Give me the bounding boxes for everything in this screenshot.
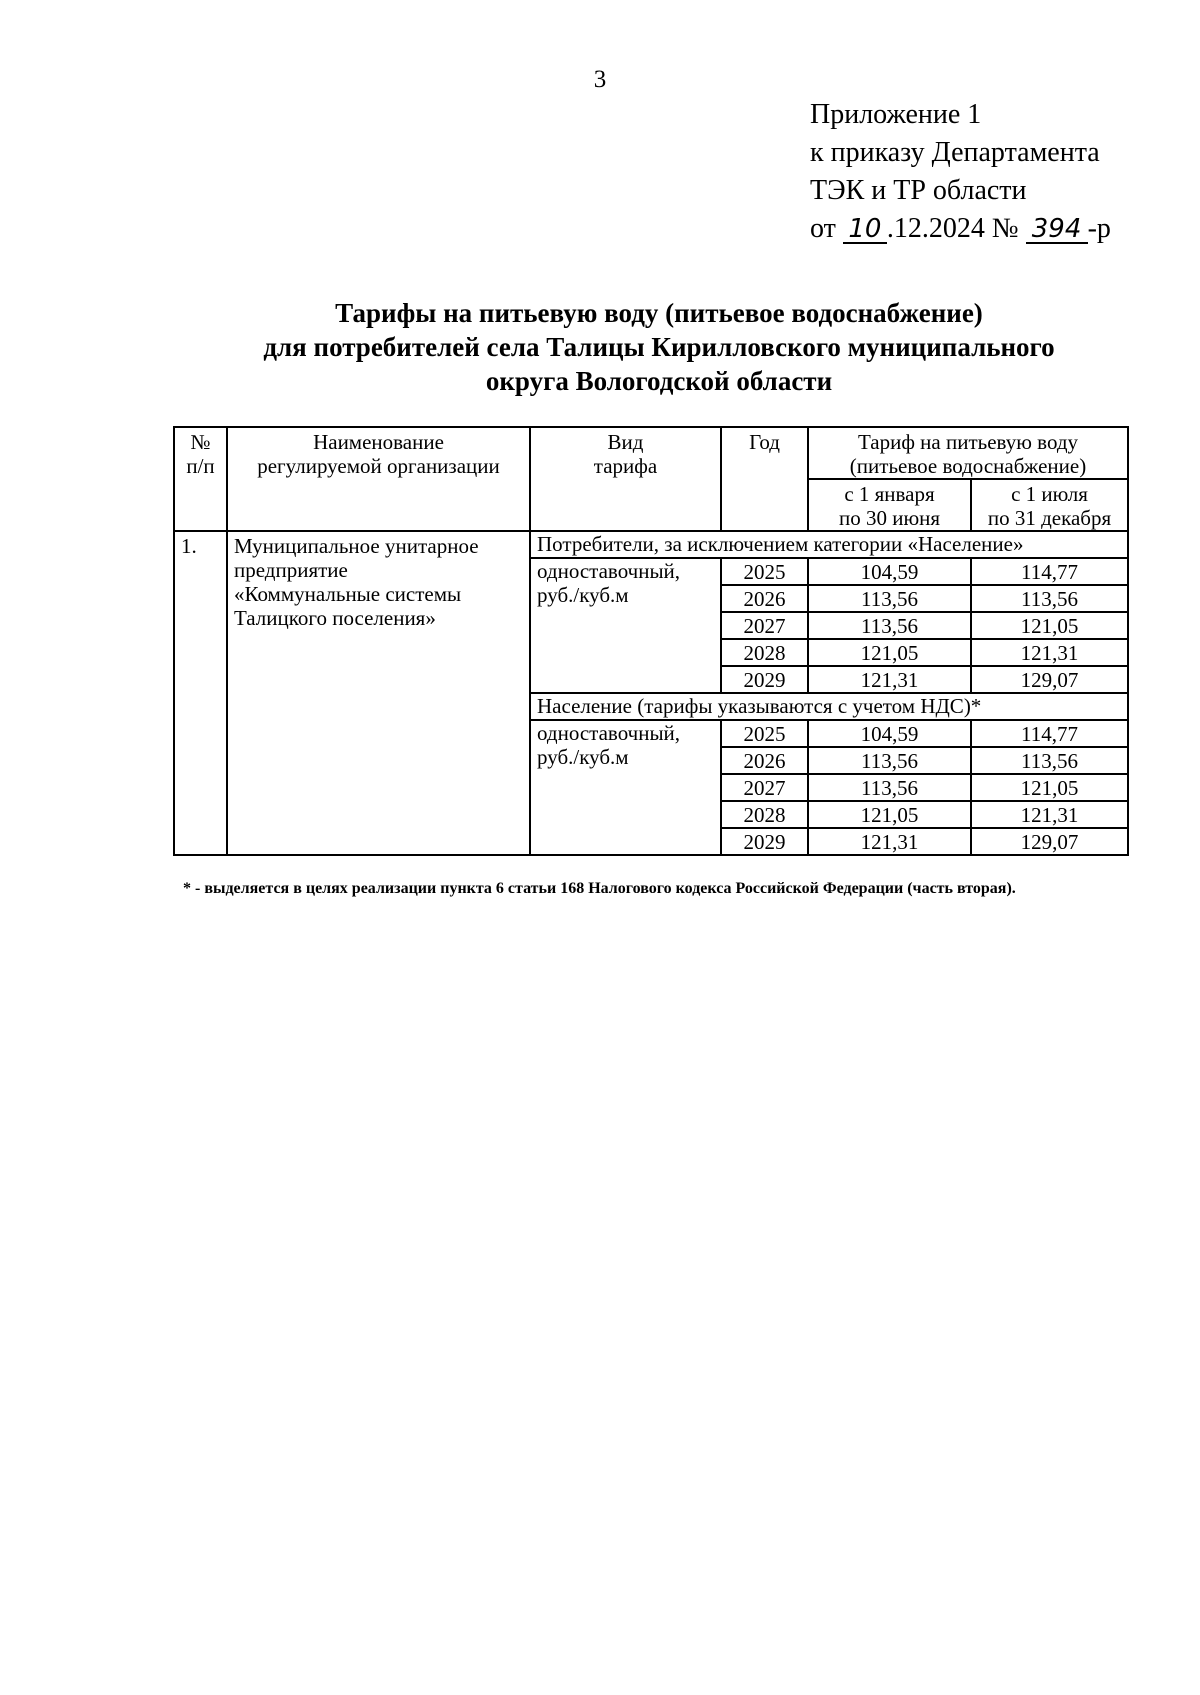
year-cell: 2027 xyxy=(721,612,808,639)
year-cell: 2025 xyxy=(721,720,808,747)
tariff-kind: одноставочный, руб./куб.м xyxy=(530,558,721,693)
appendix-date-line xyxy=(810,210,1111,248)
year-cell: 2028 xyxy=(721,801,808,828)
tariff-first-half: 113,56 xyxy=(808,585,971,612)
tariff-first-half: 121,31 xyxy=(808,828,971,855)
tariff-first-half: 121,05 xyxy=(808,639,971,666)
order-suffix: -р xyxy=(1087,213,1111,244)
row-number: 1. xyxy=(174,531,227,855)
tariff-table xyxy=(173,426,1129,856)
tariff-second-half: 113,56 xyxy=(971,747,1128,774)
tariff-first-half: 113,56 xyxy=(808,747,971,774)
consumer-group-label: Потребители, за исключением категории «Население» xyxy=(530,531,1128,558)
year-cell: 2025 xyxy=(721,558,808,585)
tariff-second-half: 129,07 xyxy=(971,666,1128,693)
tariff-second-half: 114,77 xyxy=(971,720,1128,747)
tariff-first-half: 104,59 xyxy=(808,558,971,585)
tariff-second-half: 129,07 xyxy=(971,828,1128,855)
year-cell: 2028 xyxy=(721,639,808,666)
tariff-first-half: 121,05 xyxy=(808,801,971,828)
title-line: округа Вологодской области xyxy=(485,366,833,396)
page-number: 3 xyxy=(593,66,607,93)
header-year: Год xyxy=(721,427,808,531)
tariff-second-half: 121,31 xyxy=(971,801,1128,828)
handwritten-order-number: 394 xyxy=(1026,216,1088,244)
title-line: Тарифы на питьевую воду (питьевое водоснабжение) xyxy=(335,298,983,328)
organization-name: Муниципальное унитарное предприятие «Коммунальные системы Талицкого поселения» xyxy=(227,531,530,855)
year-cell: 2026 xyxy=(721,585,808,612)
tariff-second-half: 114,77 xyxy=(971,558,1128,585)
header-tariff: Тариф на питьевую воду (питьевое водоснабжение) xyxy=(808,427,1128,479)
header-tariff-kind: Вид тарифа xyxy=(530,427,721,531)
year-cell: 2029 xyxy=(721,666,808,693)
tariff-kind: одноставочный, руб./куб.м xyxy=(530,720,721,855)
appendix-line: ТЭК и ТР области xyxy=(810,175,1027,206)
handwritten-day: 10 xyxy=(843,216,887,244)
tariff-first-half: 113,56 xyxy=(808,774,971,801)
appendix-line: Приложение 1 xyxy=(810,99,982,130)
year-cell: 2027 xyxy=(721,774,808,801)
tariff-second-half: 113,56 xyxy=(971,585,1128,612)
date-rest: .12.2024 № xyxy=(886,213,1019,244)
year-cell: 2029 xyxy=(721,828,808,855)
header-period-second-half: с 1 июля по 31 декабря xyxy=(971,479,1128,531)
tariff-second-half: 121,05 xyxy=(971,774,1128,801)
tariff-first-half: 113,56 xyxy=(808,612,971,639)
document-title xyxy=(0,296,1200,398)
consumer-group-label: Население (тарифы указываются с учетом НДС)* xyxy=(530,693,1128,720)
footnote: * - выделяется в целях реализации пункта 6 статьи 168 Налогового кодекса Российской Федерации (часть вторая). xyxy=(183,880,1016,897)
appendix-line: к приказу Департамента xyxy=(810,137,1100,168)
tariff-second-half: 121,05 xyxy=(971,612,1128,639)
date-prefix: от xyxy=(810,213,836,244)
header-number: № п/п xyxy=(174,427,227,531)
tariff-first-half: 104,59 xyxy=(808,720,971,747)
header-period-first-half: с 1 января по 30 июня xyxy=(808,479,971,531)
tariff-first-half: 121,31 xyxy=(808,666,971,693)
year-cell: 2026 xyxy=(721,747,808,774)
appendix-block xyxy=(810,96,1111,248)
tariff-second-half: 121,31 xyxy=(971,639,1128,666)
title-line: для потребителей села Талицы Кирилловского муниципального xyxy=(263,332,1055,362)
header-organization: Наименование регулируемой организации xyxy=(227,427,530,531)
